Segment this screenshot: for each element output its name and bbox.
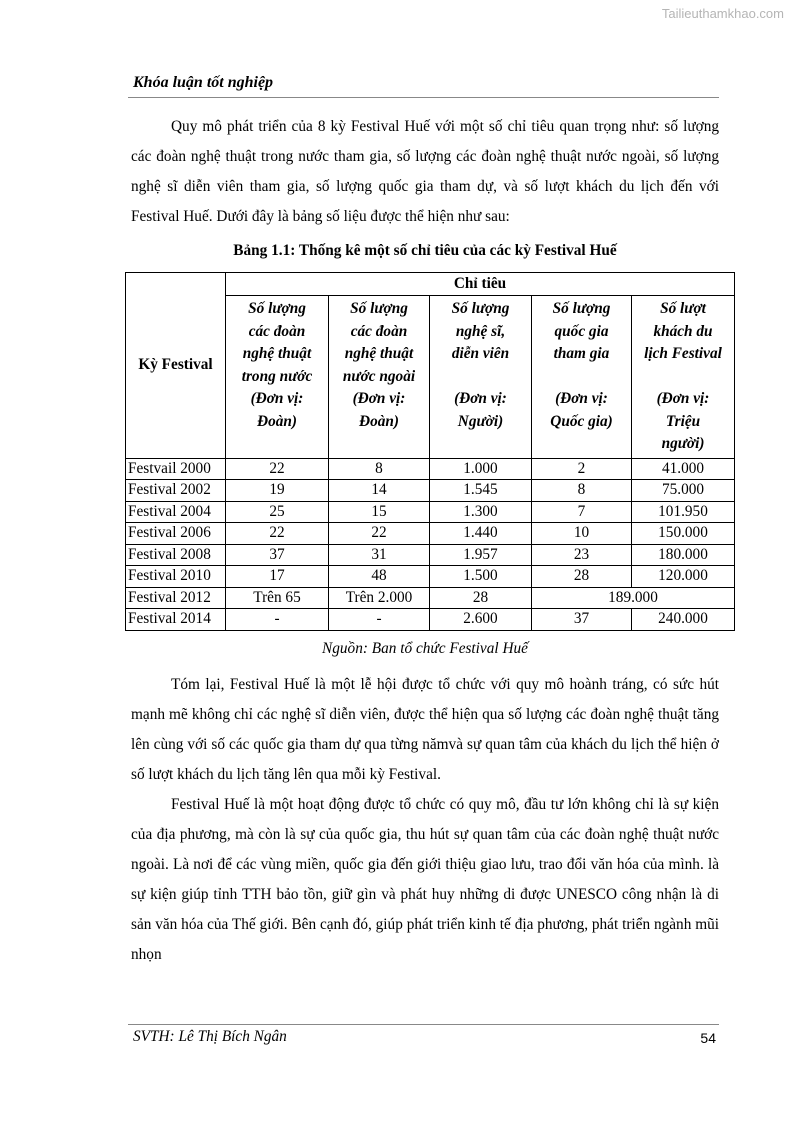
table-cell: 2.600 <box>430 609 532 631</box>
footer-divider <box>128 1024 719 1025</box>
table-row <box>126 523 735 545</box>
festival-name: Festival 2004 <box>126 501 226 523</box>
table-cell: 8 <box>329 458 430 480</box>
table-cell: 41.000 <box>632 458 735 480</box>
page-number: 54 <box>700 1030 716 1046</box>
table-cell: - <box>329 609 430 631</box>
table-cell: 1.957 <box>430 544 532 566</box>
table-row <box>126 609 735 631</box>
table-cell: 31 <box>329 544 430 566</box>
festival-name: Festival 2006 <box>126 523 226 545</box>
intro-paragraph-block <box>131 112 719 232</box>
table-cell: 37 <box>532 609 632 631</box>
festival-name: Festival 2010 <box>126 566 226 588</box>
festival-name: Festival 2008 <box>126 544 226 566</box>
table-cell: 22 <box>226 458 329 480</box>
row-header: Kỳ Festival <box>126 273 226 459</box>
table-cell: 240.000 <box>632 609 735 631</box>
column-header: Số lượng nghệ sĩ, diễn viên (Đơn vị: Người) <box>430 296 532 459</box>
watermark: Tailieuthamkhao.com <box>661 6 784 21</box>
column-header: Số lượng các đoàn nghệ thuật trong nước (Đơn vị: Đoàn) <box>226 296 329 459</box>
intro-paragraph: Quy mô phát triển của 8 kỳ Festival Huế với một số chỉ tiêu quan trọng như: số lượng các đoàn nghệ thuật trong nước tham gia, số lượng các đoàn nghệ thuật nước ngoài, số lượng nghệ sĩ diễn viên tham gia, số lượng quốc gia tham dự, và số lượt khách du lịch đến với Festival Huế. Dưới đây là bảng số liệu được thể hiện như sau: <box>131 118 719 225</box>
table-cell: 101.950 <box>632 501 735 523</box>
table-row <box>126 566 735 588</box>
festival-name: Festvail 2000 <box>126 458 226 480</box>
table-row <box>126 458 735 480</box>
table-row <box>126 480 735 502</box>
table-cell: 150.000 <box>632 523 735 545</box>
table-cell: 10 <box>532 523 632 545</box>
table-cell: Trên 65 <box>226 587 329 609</box>
table-cell: 23 <box>532 544 632 566</box>
table-cell: 37 <box>226 544 329 566</box>
column-header: Số lượt khách du lịch Festival (Đơn vị: Triệu người) <box>632 296 735 459</box>
table-cell: 180.000 <box>632 544 735 566</box>
table-row <box>126 587 735 609</box>
table-cell-merged: 189.000 <box>532 587 735 609</box>
table-row <box>126 501 735 523</box>
table-cell: 15 <box>329 501 430 523</box>
table-cell: 14 <box>329 480 430 502</box>
festival-name: Festival 2014 <box>126 609 226 631</box>
table-row <box>126 544 735 566</box>
header-divider <box>128 97 719 98</box>
table-cell: 28 <box>532 566 632 588</box>
footer-author: SVTH: Lê Thị Bích Ngân <box>133 1028 287 1045</box>
table-cell: - <box>226 609 329 631</box>
table-cell: 25 <box>226 501 329 523</box>
conclusion-paragraph: Tóm lại, Festival Huế là một lễ hội được tổ chức với quy mô hoành tráng, có sức hút mạnh mẽ không chỉ các nghệ sĩ diễn viên, được thể hiện qua số lượng các đoàn nghệ thuật tăng lên cùng với số các quốc gia tham dự qua từng nămvà sự quan tâm của khách du lịch thể hiện ở số lượt khách du lịch tăng lên qua mỗi kỳ Festival. <box>131 676 719 783</box>
table-cell: 48 <box>329 566 430 588</box>
group-header: Chỉ tiêu <box>226 273 735 296</box>
festival-name: Festival 2012 <box>126 587 226 609</box>
document-header: Khóa luận tốt nghiệp <box>133 74 274 91</box>
table-cell: 1.440 <box>430 523 532 545</box>
conclusion-block <box>131 670 719 970</box>
table-cell: 2 <box>532 458 632 480</box>
table-cell: 1.545 <box>430 480 532 502</box>
table-source: Nguồn: Ban tổ chức Festival Huế <box>322 640 528 657</box>
column-header: Số lượng các đoàn nghệ thuật nước ngoài (Đơn vị: Đoàn) <box>329 296 430 459</box>
table-cell: Trên 2.000 <box>329 587 430 609</box>
table-cell: 1.000 <box>430 458 532 480</box>
table-cell: 1.500 <box>430 566 532 588</box>
table-cell: 22 <box>329 523 430 545</box>
table-cell: 8 <box>532 480 632 502</box>
table-cell: 120.000 <box>632 566 735 588</box>
column-header: Số lượng quốc gia tham gia (Đơn vị: Quốc gia) <box>532 296 632 459</box>
table-cell: 28 <box>430 587 532 609</box>
festival-name: Festival 2002 <box>126 480 226 502</box>
table-cell: 75.000 <box>632 480 735 502</box>
table-cell: 22 <box>226 523 329 545</box>
table-cell: 1.300 <box>430 501 532 523</box>
table-cell: 7 <box>532 501 632 523</box>
table-title: Bảng 1.1: Thống kê một số chỉ tiêu của các kỳ Festival Huế <box>233 242 617 259</box>
table-cell: 19 <box>226 480 329 502</box>
table-cell: 17 <box>226 566 329 588</box>
festival-stats-table <box>125 272 735 631</box>
conclusion-paragraph: Festival Huế là một hoạt động được tổ chức có quy mô, đầu tư lớn không chỉ là sự kiện của địa phương, mà còn là sự của quốc gia, thu hút sự quan tâm của các đoàn nghệ thuật nước ngoài. Là nơi để các vùng miền, quốc gia đến giới thiệu giao lưu, trao đổi văn hóa của mình. là sự kiện giúp tỉnh TTH bảo tồn, giữ gìn và phát huy những di được UNESCO công nhận là di sản văn hóa của Thế giới. Bên cạnh đó, giúp phát triển kinh tế địa phương, phát triển ngành mũi nhọn <box>131 796 719 963</box>
